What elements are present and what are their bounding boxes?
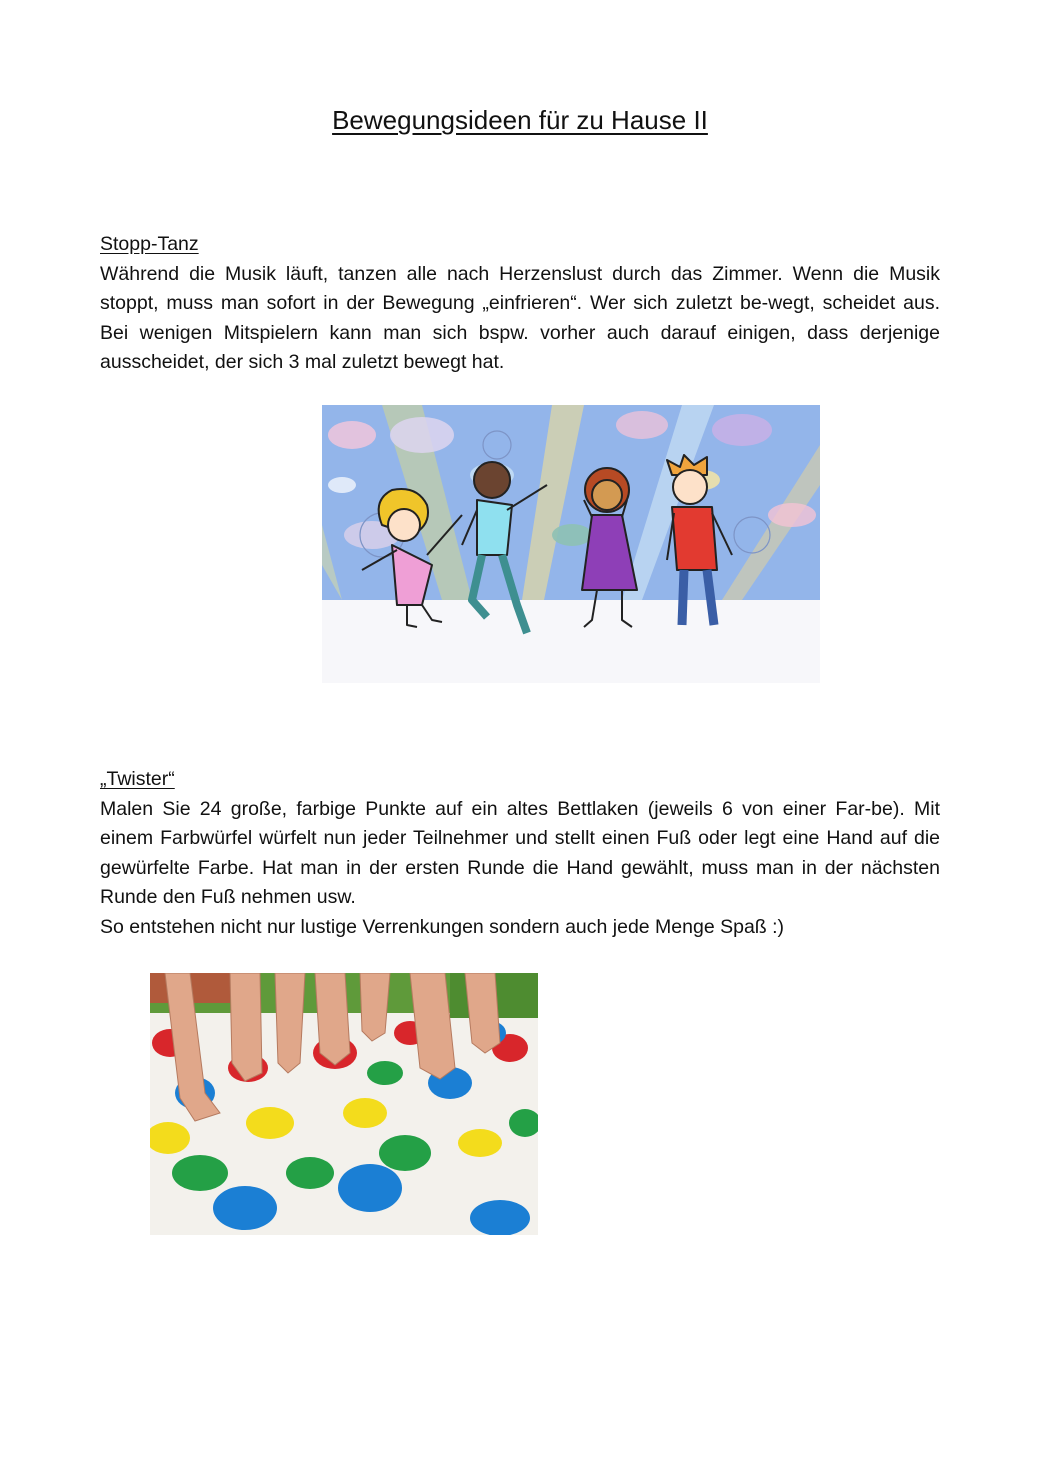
section-stopp-tanz bbox=[100, 230, 940, 378]
section-body-closing: So entstehen nicht nur lustige Verrenkungen sondern auch jede Menge Spaß :) bbox=[100, 915, 785, 938]
page-title: Bewegungsideen für zu Hause II bbox=[332, 105, 708, 135]
dancing-children-illustration bbox=[322, 405, 820, 683]
section-body: Während die Musik läuft, tanzen alle nach Herzenslust durch das Zimmer. Wenn die Musik stoppt, muss man sofort in der Bewegung „einfrieren“. Wer sich zuletzt be-wegt, scheidet aus. Bei wenigen Mitspielern kann man sich bspw. vorher auch darauf einigen, dass derjenige ausscheidet, der sich 3 mal zuletzt bewegt hat. bbox=[100, 262, 940, 373]
section-heading: „Twister“ bbox=[100, 768, 175, 790]
twister-game-photo bbox=[150, 973, 538, 1235]
section-twister bbox=[100, 765, 940, 942]
section-body: Malen Sie 24 große, farbige Punkte auf ein altes Bettlaken (jeweils 6 von einer Far-be). Mit einem Farbwürfel würfelt nun jeder Teilnehmer und stellt einen Fuß oder legt eine Hand auf die gewürfelte Farbe. Hat man in der ersten Runde die Hand gewählt, muss man in der nächsten Runde den Fuß nehmen usw. bbox=[100, 797, 940, 908]
section-heading: Stopp-Tanz bbox=[100, 233, 199, 255]
